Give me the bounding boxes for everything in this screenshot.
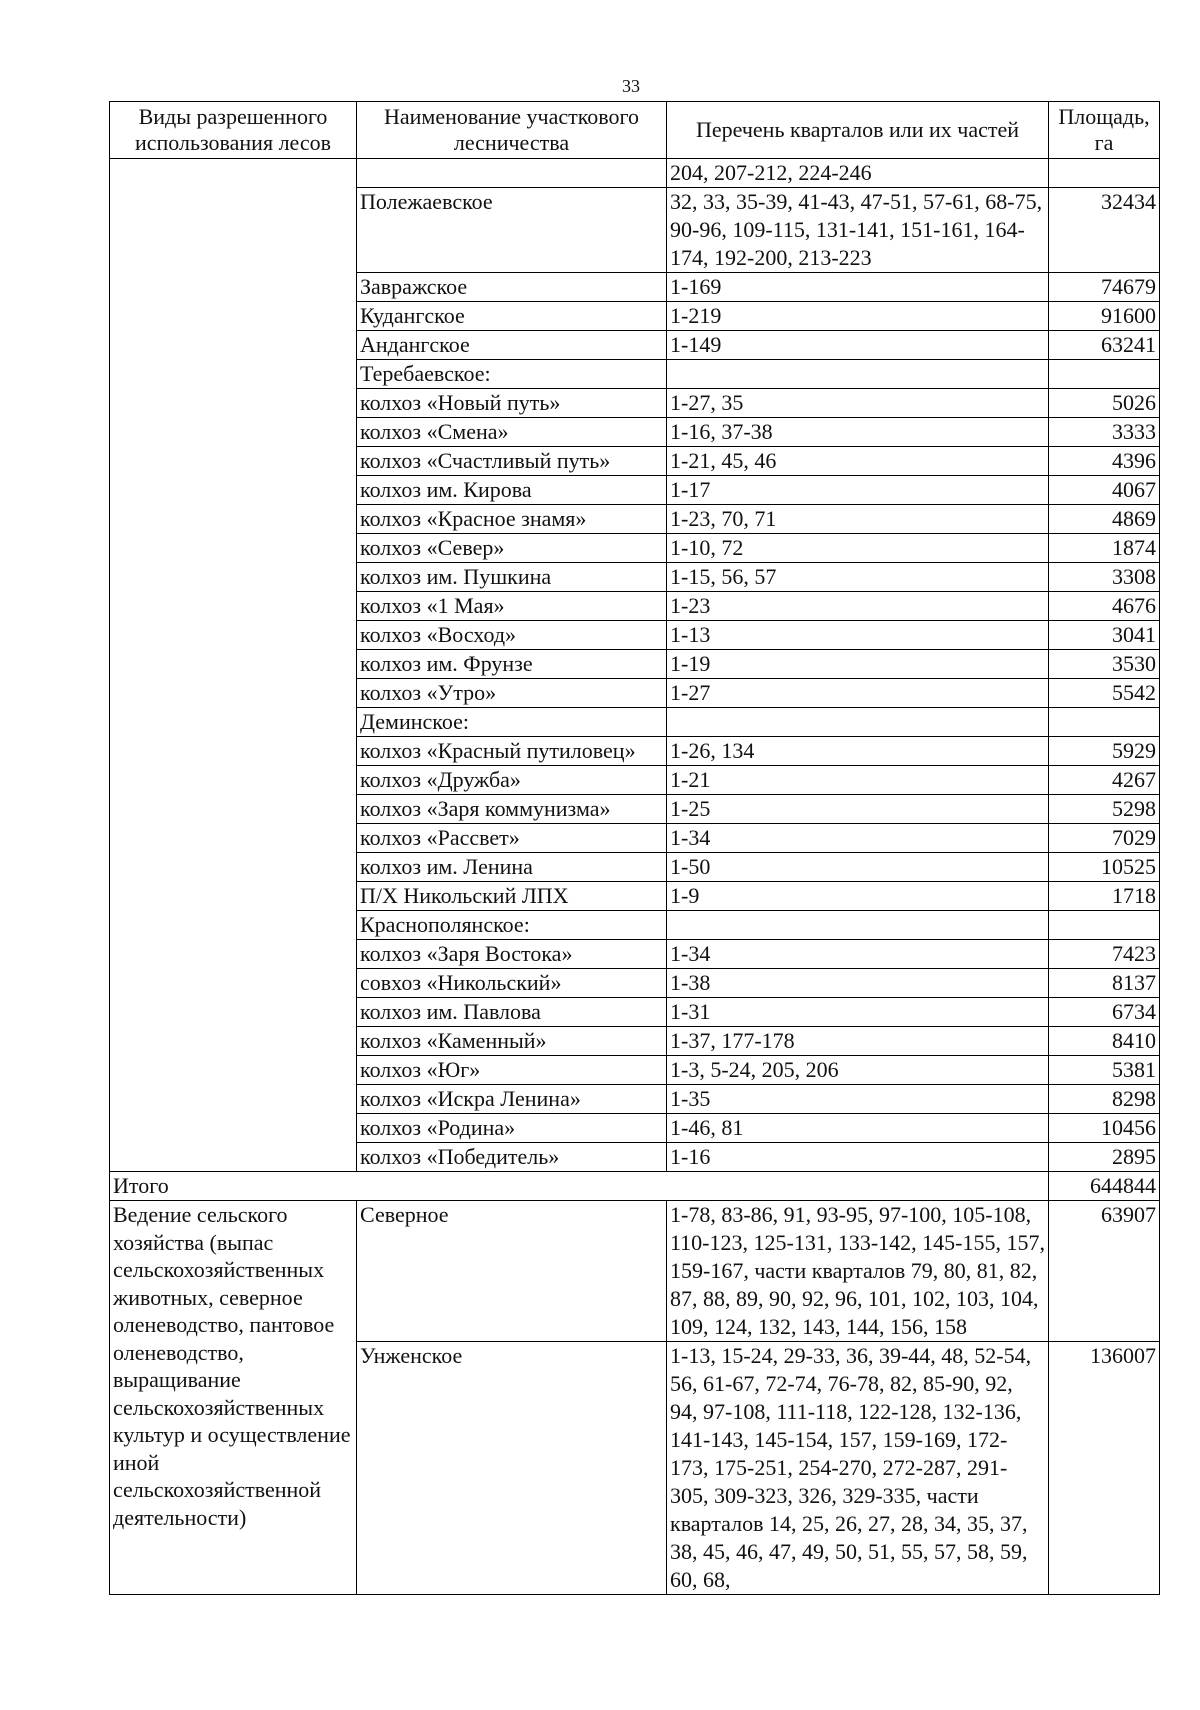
quarters-cell: 1-9 xyxy=(667,882,1049,911)
quarters-cell: 1-46, 81 xyxy=(667,1114,1049,1143)
forestry-cell: Полежаевское xyxy=(357,188,667,273)
total-area: 644844 xyxy=(1049,1172,1160,1201)
area-cell: 4676 xyxy=(1049,592,1160,621)
quarters-cell: 1-149 xyxy=(667,331,1049,360)
area-cell: 6734 xyxy=(1049,998,1160,1027)
forestry-cell: колхоз «Красный путиловец» xyxy=(357,737,667,766)
quarters-cell: 204, 207-212, 224-246 xyxy=(667,159,1049,188)
quarters-cell: 1-34 xyxy=(667,940,1049,969)
forestry-cell xyxy=(357,159,667,188)
forestry-cell: колхоз «1 Мая» xyxy=(357,592,667,621)
quarters-cell: 1-27 xyxy=(667,679,1049,708)
area-cell: 136007 xyxy=(1049,1342,1160,1595)
header-area: Площадь, га xyxy=(1049,102,1160,159)
quarters-cell: 1-35 xyxy=(667,1085,1049,1114)
forestry-cell: Андангское xyxy=(357,331,667,360)
quarters-cell: 1-78, 83-86, 91, 93-95, 97-100, 105-108, 110-123, 125-131, 133-142, 145-155, 157, 159-167, части кварталов 79, 80, 81, 82, 87, 88, 89, 90, 92, 96, 101, 102, 103, 104, 109, 124, 132, 143, 144, 156, 158 xyxy=(667,1201,1049,1342)
quarters-cell: 1-17 xyxy=(667,476,1049,505)
area-cell: 32434 xyxy=(1049,188,1160,273)
area-cell: 8298 xyxy=(1049,1085,1160,1114)
forestry-cell: совхоз «Никольский» xyxy=(357,969,667,998)
forestry-cell: колхоз «Заря коммунизма» xyxy=(357,795,667,824)
quarters-cell xyxy=(667,360,1049,389)
quarters-cell: 1-34 xyxy=(667,824,1049,853)
quarters-cell: 1-23, 70, 71 xyxy=(667,505,1049,534)
area-cell: 3333 xyxy=(1049,418,1160,447)
quarters-cell: 1-26, 134 xyxy=(667,737,1049,766)
quarters-cell: 32, 33, 35-39, 41-43, 47-51, 57-61, 68-75, 90-96, 109-115, 131-141, 151-161, 164-174, 192-200, 213-223 xyxy=(667,188,1049,273)
page-number: 33 xyxy=(622,76,640,96)
forestry-cell: Краснополянское: xyxy=(357,911,667,940)
header-use: Виды разрешенного использования лесов xyxy=(110,102,357,159)
area-cell: 7029 xyxy=(1049,824,1160,853)
quarters-cell: 1-27, 35 xyxy=(667,389,1049,418)
quarters-cell: 1-50 xyxy=(667,853,1049,882)
forestry-cell: колхоз им. Фрунзе xyxy=(357,650,667,679)
forestry-cell: Деминское: xyxy=(357,708,667,737)
forestry-cell: колхоз «Север» xyxy=(357,534,667,563)
forestry-cell: Теребаевское: xyxy=(357,360,667,389)
area-cell: 63241 xyxy=(1049,331,1160,360)
quarters-cell: 1-23 xyxy=(667,592,1049,621)
forestry-cell: Северное xyxy=(357,1201,667,1342)
area-cell: 5026 xyxy=(1049,389,1160,418)
table-row-total xyxy=(110,1172,1160,1201)
use-cell-empty xyxy=(110,159,357,1172)
area-cell: 10525 xyxy=(1049,853,1160,882)
header-forestry: Наименование участкового лесничества xyxy=(357,102,667,159)
forestry-cell: П/Х Никольский ЛПХ xyxy=(357,882,667,911)
quarters-cell: 1-16, 37-38 xyxy=(667,418,1049,447)
area-cell xyxy=(1049,360,1160,389)
area-cell: 63907 xyxy=(1049,1201,1160,1342)
area-cell: 4396 xyxy=(1049,447,1160,476)
forestry-cell: колхоз им. Павлова xyxy=(357,998,667,1027)
table-body xyxy=(110,159,1160,1172)
quarters-cell: 1-16 xyxy=(667,1143,1049,1172)
area-cell: 3041 xyxy=(1049,621,1160,650)
quarters-cell: 1-31 xyxy=(667,998,1049,1027)
area-cell: 74679 xyxy=(1049,273,1160,302)
use-cell-agriculture: Ведение сельского хозяйства (выпас сельскохозяйственных животных, северное оленеводство, пантовое оленеводство, выращивание сельскохозяйственных культур и осуществление иной сельскохозяйственной деятельности) xyxy=(110,1201,357,1595)
forestry-cell: колхоз «Рассвет» xyxy=(357,824,667,853)
forestry-cell: Кудангское xyxy=(357,302,667,331)
header-row xyxy=(110,102,1160,159)
forestry-cell: колхоз «Каменный» xyxy=(357,1027,667,1056)
forestry-cell: колхоз им. Пушкина xyxy=(357,563,667,592)
forestry-cell: колхоз «Заря Востока» xyxy=(357,940,667,969)
quarters-cell: 1-37, 177-178 xyxy=(667,1027,1049,1056)
quarters-cell xyxy=(667,911,1049,940)
quarters-cell: 1-13, 15-24, 29-33, 36, 39-44, 48, 52-54, 56, 61-67, 72-74, 76-78, 82, 85-90, 92, 94, 97-108, 111-118, 122-128, 132-136, 141-143, 145-154, 157, 159-169, 172-173, 175-251, 254-270, 272-287, 291-305, 309-323, 326, 329-335, части кварталов 14, 25, 26, 27, 28, 34, 35, 37, 38, 45, 46, 47, 49, 50, 51, 55, 57, 58, 59, 60, 68, xyxy=(667,1342,1049,1595)
quarters-cell: 1-25 xyxy=(667,795,1049,824)
forestry-cell: колхоз «Победитель» xyxy=(357,1143,667,1172)
forest-use-table xyxy=(109,101,1160,1595)
quarters-cell: 1-10, 72 xyxy=(667,534,1049,563)
forestry-cell: колхоз «Юг» xyxy=(357,1056,667,1085)
quarters-cell: 1-219 xyxy=(667,302,1049,331)
header-quarters: Перечень кварталов или их частей xyxy=(667,102,1049,159)
forestry-cell: колхоз «Родина» xyxy=(357,1114,667,1143)
area-cell xyxy=(1049,159,1160,188)
forestry-cell: Унженское xyxy=(357,1342,667,1595)
forestry-cell: колхоз «Дружба» xyxy=(357,766,667,795)
quarters-cell: 1-21 xyxy=(667,766,1049,795)
area-cell: 8137 xyxy=(1049,969,1160,998)
table-body-agriculture xyxy=(110,1172,1160,1595)
area-cell: 5381 xyxy=(1049,1056,1160,1085)
area-cell: 5929 xyxy=(1049,737,1160,766)
forestry-cell: колхоз «Счастливый путь» xyxy=(357,447,667,476)
total-label: Итого xyxy=(110,1172,1049,1201)
table-header xyxy=(110,102,1160,159)
forestry-cell: колхоз «Смена» xyxy=(357,418,667,447)
table-row-continuation xyxy=(110,159,1160,188)
area-cell: 91600 xyxy=(1049,302,1160,331)
quarters-cell: 1-38 xyxy=(667,969,1049,998)
area-cell: 10456 xyxy=(1049,1114,1160,1143)
quarters-cell: 1-15, 56, 57 xyxy=(667,563,1049,592)
forestry-cell: Завражское xyxy=(357,273,667,302)
forestry-cell: колхоз «Восход» xyxy=(357,621,667,650)
forestry-cell: колхоз им. Кирова xyxy=(357,476,667,505)
area-cell: 4869 xyxy=(1049,505,1160,534)
quarters-cell: 1-169 xyxy=(667,273,1049,302)
forestry-cell: колхоз «Искра Ленина» xyxy=(357,1085,667,1114)
area-cell: 8410 xyxy=(1049,1027,1160,1056)
area-cell xyxy=(1049,911,1160,940)
area-cell: 5542 xyxy=(1049,679,1160,708)
area-cell xyxy=(1049,708,1160,737)
quarters-cell xyxy=(667,708,1049,737)
area-cell: 2895 xyxy=(1049,1143,1160,1172)
area-cell: 3530 xyxy=(1049,650,1160,679)
area-cell: 5298 xyxy=(1049,795,1160,824)
area-cell: 1874 xyxy=(1049,534,1160,563)
quarters-cell: 1-21, 45, 46 xyxy=(667,447,1049,476)
area-cell: 4267 xyxy=(1049,766,1160,795)
forestry-cell: колхоз «Утро» xyxy=(357,679,667,708)
forestry-cell: колхоз им. Ленина xyxy=(357,853,667,882)
quarters-cell: 1-19 xyxy=(667,650,1049,679)
quarters-cell: 1-13 xyxy=(667,621,1049,650)
area-cell: 7423 xyxy=(1049,940,1160,969)
forestry-cell: колхоз «Красное знамя» xyxy=(357,505,667,534)
quarters-cell: 1-3, 5-24, 205, 206 xyxy=(667,1056,1049,1085)
forestry-cell: колхоз «Новый путь» xyxy=(357,389,667,418)
table-row-severnoe xyxy=(110,1201,1160,1342)
area-cell: 4067 xyxy=(1049,476,1160,505)
area-cell: 1718 xyxy=(1049,882,1160,911)
area-cell: 3308 xyxy=(1049,563,1160,592)
